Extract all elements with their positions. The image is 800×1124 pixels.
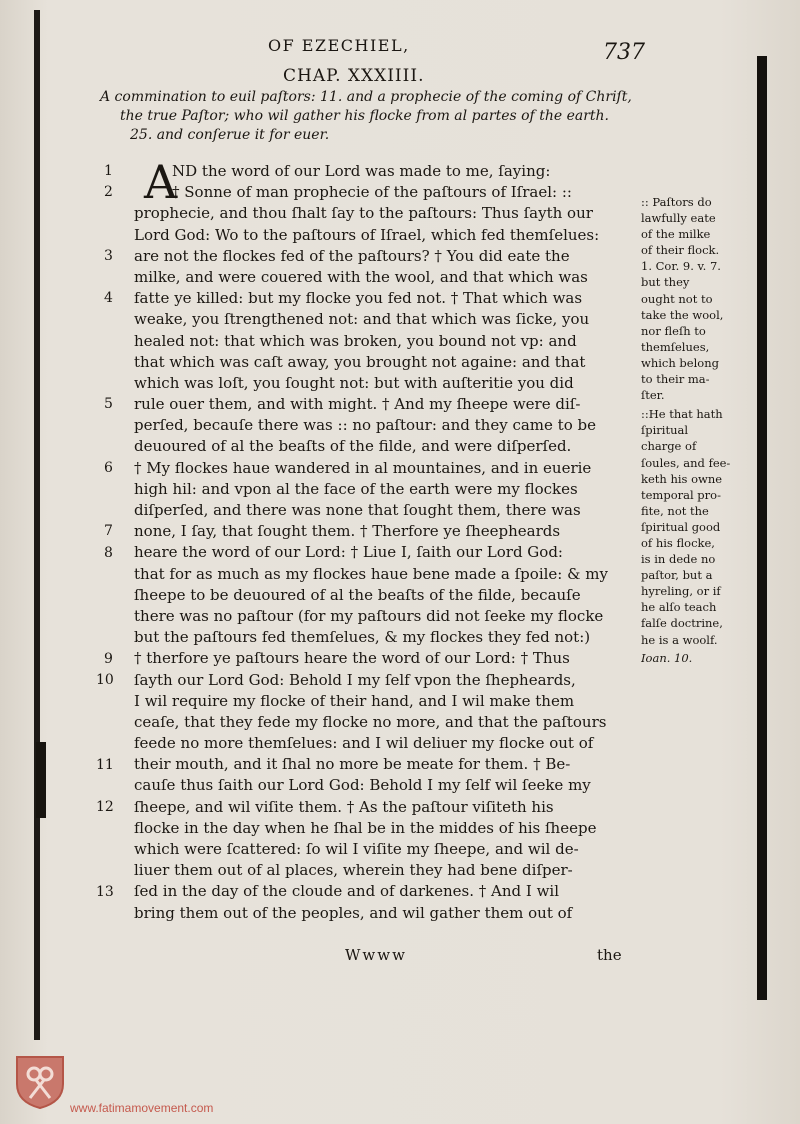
marginal-note-line: ſter. <box>641 388 665 403</box>
text-line <box>134 479 644 500</box>
text-line-content: that for as much as my flockes haue bene made a ſpoile: & my <box>134 564 608 583</box>
text-line <box>134 458 644 479</box>
verse-number: 3 <box>104 247 113 264</box>
text-line <box>134 246 644 267</box>
text-line-content: healed not: that which was broken, you bound not vp: and <box>134 331 577 350</box>
text-line-content: feede no more themſelues: and I wil deliuer my flocke out of <box>134 734 594 753</box>
verse-number: 11 <box>96 756 114 773</box>
verse-number: 5 <box>104 396 113 413</box>
verse-number: 4 <box>104 290 113 307</box>
marginal-note-line: he is a woolf. <box>641 632 718 647</box>
text-line <box>134 288 644 309</box>
text-line <box>134 585 644 606</box>
watermark-url: www.fatimamovement.com <box>70 1101 214 1115</box>
marginal-note-line: nor fleſh to <box>641 323 706 338</box>
verse-number: 9 <box>104 650 113 667</box>
marginal-note-line: take the wool, <box>641 307 724 322</box>
text-line-content: are not the flockes fed of the paſtours? † You did eate the <box>134 246 570 265</box>
verse-number: 1 <box>104 163 113 179</box>
text-line-content: high hil: and vpon al the face of the earth were my flockes <box>134 479 578 498</box>
text-line <box>134 839 644 860</box>
text-line-content: but the paſtours fed themſelues, & my flockes they fed not:) <box>134 628 591 647</box>
text-line <box>134 352 644 373</box>
text-line <box>134 267 644 288</box>
body-text <box>134 155 644 924</box>
verse-number: 8 <box>104 544 113 561</box>
chapter-summary <box>100 88 660 145</box>
text-line-content: bring them out of the peoples, and wil gather them out of <box>134 903 573 922</box>
text-line <box>134 521 644 542</box>
text-line-content: heare the word of our Lord: † Liue I, ſaith our Lord God: <box>134 543 563 562</box>
catchword: the <box>597 946 622 964</box>
marginal-note-line: lawfully eate <box>641 211 716 226</box>
text-line-content: fatte ye killed: but my flocke you fed not. † That which was <box>134 289 583 308</box>
marginal-note-line: 1. Cor. 9. v. 7. <box>641 259 721 274</box>
marginal-note-line: themſelues, <box>641 339 710 354</box>
text-line-content: ſed in the day of the cloude and of darkenes. † And I wil <box>134 882 560 901</box>
text-line-content: ſheepe, and wil viſite them. † As the paſtour viſiteth his <box>134 797 554 816</box>
marginal-note-line: to their ma- <box>641 372 710 387</box>
text-line-content: † therfore ye paſtours heare the word of our Lord: † Thus <box>134 649 570 668</box>
marginal-note-line: falſe doctrine, <box>641 616 723 631</box>
fatima-movement-logo-icon <box>14 1054 66 1110</box>
marginal-note-line: fite, not the <box>641 503 709 518</box>
marginal-note-line: ſpiritual <box>641 423 689 438</box>
text-line <box>134 775 644 796</box>
marginal-note-line: ::He that hath <box>641 407 723 422</box>
text-line-content: ſayth our Lord God: Behold I my ſelf vpon the ſhepheards, <box>134 670 576 689</box>
verse-number: 7 <box>104 523 113 540</box>
summary-line: 25. and conſerue it for euer. <box>130 127 330 143</box>
marginal-note-line: temporal pro- <box>641 487 721 502</box>
text-line-content: perſed, becauſe there was :: no paſtour: and they came to be <box>134 416 596 435</box>
text-line <box>134 394 644 415</box>
text-line-content: which was loſt, you ſought not: but with auſteritie you did <box>134 373 574 392</box>
marginal-note-line: hyreling, or if <box>641 584 721 599</box>
text-line <box>134 606 644 627</box>
text-line-content: diſperſed, and there was none that ſought them, there was <box>134 501 581 519</box>
text-line-content: † My flockes haue wandered in al mountaines, and in euerie <box>134 458 592 477</box>
marginal-note-line: but they <box>641 275 690 290</box>
text-line-content: flocke in the day when he ſhal be in the middes of his ſheepe <box>134 818 597 837</box>
verse-number: 12 <box>96 799 114 815</box>
marginal-note-line: :: Paſtors do <box>641 195 712 209</box>
text-line-content: ceaſe, that they fede my flocke no more, and that the paſtours <box>134 712 607 731</box>
text-line <box>134 881 644 902</box>
verse-number: 10 <box>96 671 114 688</box>
text-line-content: weake, you ſtrengthened not: and that which was ſicke, you <box>134 310 590 329</box>
text-line-content: their mouth, and it ſhal no more be meate for them. † Be- <box>134 755 571 774</box>
drop-cap: A <box>144 155 178 209</box>
text-line <box>134 542 644 563</box>
verse-number: 13 <box>96 883 114 900</box>
marginal-note-line: of his flocke, <box>641 535 715 550</box>
marginal-note-line: which belong <box>641 355 719 370</box>
marginal-note-line: Ioan. 10. <box>641 650 693 665</box>
text-line-content: † Sonne of man prophecie of the paſtours of Iſrael: :: <box>172 183 572 202</box>
marginal-note-line: ſoules, and fee- <box>641 455 731 470</box>
text-line-content: there was no paſtour (for my paſtours did not ſeeke my flocke <box>134 606 604 625</box>
marginal-note-line: of the milke <box>641 227 711 242</box>
marginal-note-line: keth his owne <box>641 471 723 486</box>
catchword-signature: Wwww <box>345 946 407 964</box>
text-line-content: deuoured of al the beaſts of the filde, and were diſperſed. <box>134 437 572 456</box>
right-scan-edge <box>757 56 767 1000</box>
text-line-content: none, I ſay, that ſought them. † Therfore ye ſheepheards <box>134 522 561 541</box>
text-line <box>134 818 644 839</box>
marginal-note-line: ſpiritual good <box>641 519 721 534</box>
left-scan-mark <box>36 742 46 818</box>
text-line-content: liuer them out of al places, wherein they had bene diſper- <box>134 861 573 880</box>
text-line <box>134 733 644 754</box>
text-line <box>134 670 644 691</box>
left-scan-edge <box>34 10 40 1040</box>
text-line-content: I wil require my flocke of their hand, and I wil make them <box>134 691 575 710</box>
text-line <box>134 500 644 521</box>
text-line <box>134 627 644 648</box>
marginal-note-line: he alſo teach <box>641 600 717 615</box>
text-line <box>134 860 644 881</box>
text-line <box>134 903 644 924</box>
page-number: 737 <box>603 40 645 65</box>
text-line <box>134 648 644 669</box>
text-line <box>134 712 644 733</box>
text-line-content: cauſe thus ſaith our Lord God: Behold I my ſelf wil ſeeke my <box>134 776 591 795</box>
text-line <box>134 161 644 182</box>
chapter-title: CHAP. XXXIIII. <box>283 66 425 86</box>
marginal-note-line: paſtor, but a <box>641 568 713 583</box>
text-line-content: prophecie, and thou ſhalt ſay to the paſtours: Thus ſayth our <box>134 204 593 223</box>
text-line-content: which were ſcattered: ſo wil I viſite my ſheepe, and wil de- <box>134 840 579 858</box>
marginal-notes <box>641 194 757 666</box>
text-line <box>134 436 644 457</box>
verse-number: 2 <box>104 184 113 201</box>
text-line-content: ND the word of our Lord was made to me, ſaying: <box>172 162 551 180</box>
marginal-note-line: ought not to <box>641 291 713 306</box>
running-head: OF EZECHIEL, <box>268 36 410 55</box>
text-line-content: milke, and were couered with the wool, and that which was <box>134 267 588 286</box>
text-line <box>134 203 644 224</box>
text-line-content: ſheepe to be deuoured of al the beaſts of the filde, becauſe <box>134 585 581 604</box>
marginal-note-line: charge of <box>641 439 697 454</box>
text-line <box>134 415 644 436</box>
text-line-content: Lord God: Wo to the paſtours of Iſrael, which fed themſelues: <box>134 225 600 244</box>
text-line-content: that which was caſt away, you brought not againe: and that <box>134 352 586 371</box>
text-line <box>134 225 644 246</box>
text-line <box>134 691 644 712</box>
summary-line: A commination to euil paſtors: 11. and a prophecie of the coming of Chriſt, <box>100 89 632 105</box>
text-line <box>134 373 644 394</box>
text-line <box>134 564 644 585</box>
verse-number: 6 <box>104 459 113 476</box>
summary-line: the true Paſtor; who wil gather his flocke from al partes of the earth. <box>120 108 609 124</box>
marginal-note-line: is in dede no <box>641 552 716 567</box>
text-line-content: rule ouer them, and with might. † And my ſheepe were diſ- <box>134 395 581 414</box>
text-line <box>134 309 644 330</box>
text-line <box>134 331 644 352</box>
text-line <box>134 797 644 818</box>
marginal-note-line: of their flock. <box>641 243 720 258</box>
text-line <box>134 182 644 203</box>
text-line <box>134 754 644 775</box>
